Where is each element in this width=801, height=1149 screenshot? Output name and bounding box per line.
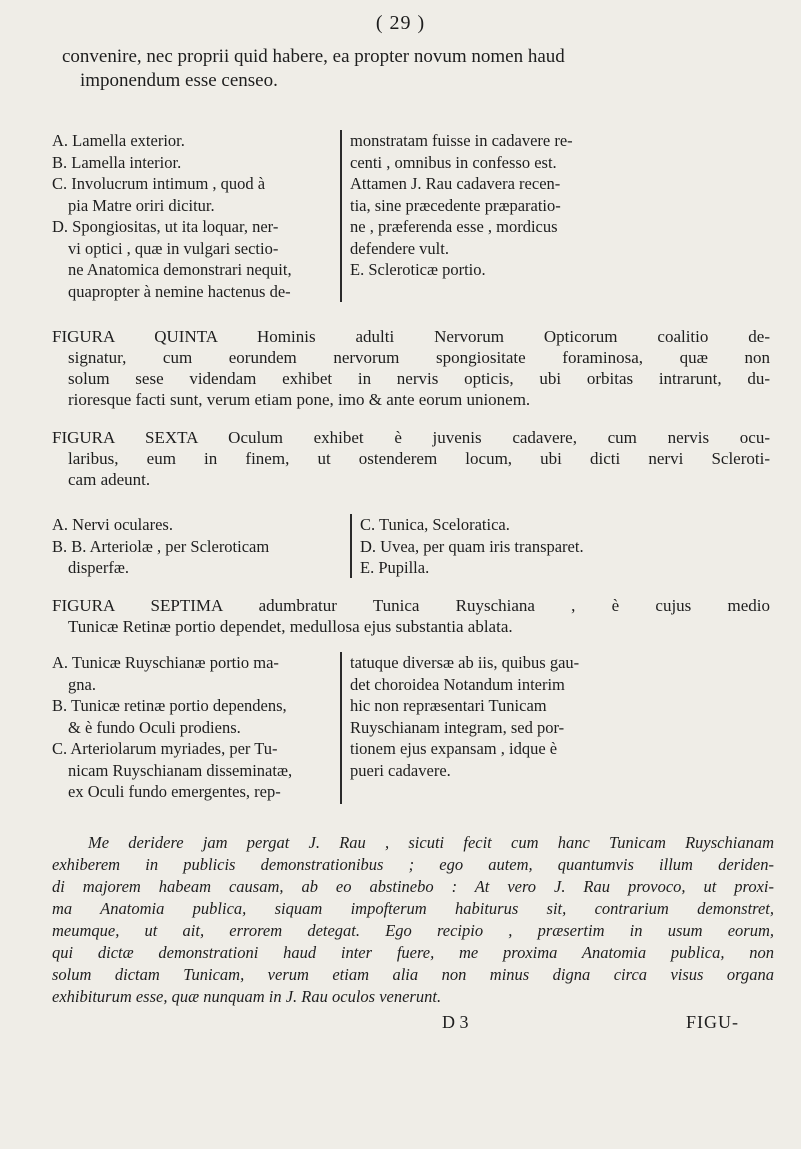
- legend-item: D. Spongiositas, ut ita loquar, ner-: [52, 217, 279, 236]
- figure-6-caption: [52, 427, 770, 490]
- legend-item: ex Oculi fundo emergentes, rep-: [68, 782, 281, 801]
- legend-item: tionem ejus expansam , idque è: [350, 739, 558, 758]
- legend-item: quapropter à nemine hactenus de-: [68, 281, 291, 301]
- legend-item: C. Arteriolarum myriades, per Tu-: [52, 739, 278, 758]
- intro-paragraph: [62, 45, 792, 93]
- legend-item: det choroidea Notandum interim: [350, 674, 565, 694]
- catchword: FIGU-: [686, 1012, 739, 1032]
- column-divider: [350, 514, 352, 578]
- legend-item: disperfæ.: [68, 558, 129, 577]
- legend-item: B. Tunicæ retinæ portio dependens,: [52, 696, 287, 715]
- figure-7-caption: [52, 595, 770, 637]
- signature-mark: D 3: [442, 1012, 469, 1032]
- text-line: rioresque facti sunt, verum etiam pone, imo & ante eorum unionem.: [68, 390, 531, 409]
- legend-item: nicam Ruyschianam disseminatæ,: [68, 760, 293, 780]
- column-divider: [340, 130, 342, 302]
- legend-item: gna.: [68, 674, 96, 694]
- legend-item: B. Lamella interior.: [52, 152, 182, 172]
- text-line: qui dictæ demonstrationi haud inter fuere, me proxima Anatomia publica, non: [52, 943, 774, 962]
- legend-item: C. Involucrum intimum , quod à: [52, 174, 266, 193]
- legend-item: tatuque diversæ ab iis, quibus gau-: [350, 653, 580, 672]
- legend-item: E. Pupilla.: [360, 558, 430, 577]
- legend-item: ne Anatomica demonstrari nequit,: [68, 260, 292, 279]
- column-divider: [340, 652, 342, 804]
- text-line: convenire, nec proprii quid habere, ea propter novum nomen haud: [62, 46, 565, 67]
- page-number: ( 29 ): [375, 12, 426, 34]
- legend-2-right: [360, 514, 770, 579]
- legend-item: vi optici , quæ in vulgari sectio-: [68, 238, 279, 258]
- text-line: exhiberem in publicis demonstrationibus ; ego autem, quantumvis illum deriden-: [52, 855, 774, 874]
- legend-item: D. Uvea, per quam iris transparet.: [360, 536, 584, 556]
- text-line: solum dictam Tunicam, verum etiam alia non minus digna circa visus organa: [52, 965, 774, 984]
- legend-item: E. Scleroticæ portio.: [350, 260, 486, 279]
- legend-item: A. Lamella exterior.: [52, 131, 185, 150]
- legend-item: monstratam fuisse in cadavere re-: [350, 131, 573, 150]
- text-line: ma Anatomia publica, siquam impofterum habiturus sit, contrarium demonstret,: [52, 899, 774, 918]
- text-line: Tunicæ Retinæ portio dependet, medullosa ejus substantia ablata.: [68, 617, 513, 636]
- legend-item: pia Matre oriri dicitur.: [68, 195, 215, 215]
- text-line: Me deridere jam pergat J. Rau , sicuti fecit cum hanc Tunicam Ruyschianam: [88, 833, 774, 852]
- legend-item: ne , præferenda esse , mordicus: [350, 217, 558, 236]
- legend-item: hic non repræsentari Tunicam: [350, 696, 547, 715]
- legend-item: tia, sine præcedente præparatio-: [350, 195, 561, 215]
- commentary-paragraph: [52, 832, 774, 1008]
- legend-item: A. Nervi oculares.: [52, 515, 173, 534]
- legend-item: Attamen J. Rau cadavera recen-: [350, 174, 561, 193]
- text-line: FIGURA QUINTA Hominis adulti Nervorum Opticorum coalitio de-: [52, 327, 770, 346]
- text-line: FIGURA SEXTA Oculum exhibet è juvenis cadavere, cum nervis ocu-: [52, 428, 770, 447]
- legend-item: Ruyschianam integram, sed por-: [350, 717, 565, 737]
- legend-item: & è fundo Oculi prodiens.: [68, 717, 241, 737]
- figure-5-caption: [52, 326, 770, 410]
- text-line: exhibiturum esse, quæ nunquam in J. Rau oculos venerunt.: [52, 987, 442, 1006]
- text-line: imponendum esse censeo.: [80, 70, 278, 91]
- text-line: signatur, cum eorundem nervorum spongiositate foraminosa, quæ non: [68, 348, 770, 367]
- text-line: di majorem habeam causam, ab eo abstinebo : At vero J. Rau provoco, ut proxi-: [52, 877, 774, 896]
- text-line: FIGURA SEPTIMA adumbratur Tunica Ruyschiana , è cujus medio: [52, 596, 770, 615]
- text-line: laribus, eum in finem, ut ostenderem locum, ubi dicti nervi Scleroti-: [68, 449, 770, 468]
- legend-item: centi , omnibus in confesso est.: [350, 152, 557, 172]
- legend-3-right: [350, 652, 775, 781]
- text-line: meumque, ut ait, errorem detegat. Ego recipio , præsertim in usum eorum,: [52, 921, 774, 940]
- legend-3-left: [52, 652, 342, 803]
- legend-2-left: [52, 514, 347, 579]
- legend-item: C. Tunica, Sceloratica.: [360, 515, 510, 534]
- legend-item: B. B. Arteriolæ , per Scleroticam: [52, 536, 270, 556]
- legend-1-left: [52, 130, 342, 302]
- legend-item: pueri cadavere.: [350, 760, 451, 780]
- legend-item: A. Tunicæ Ruyschianæ portio ma-: [52, 653, 279, 672]
- text-line: solum sese videndam exhibet in nervis opticis, ubi orbitas intrarunt, du-: [68, 369, 770, 388]
- text-line: cam adeunt.: [68, 470, 151, 489]
- legend-item: defendere vult.: [350, 238, 449, 258]
- legend-1-right: [350, 130, 770, 281]
